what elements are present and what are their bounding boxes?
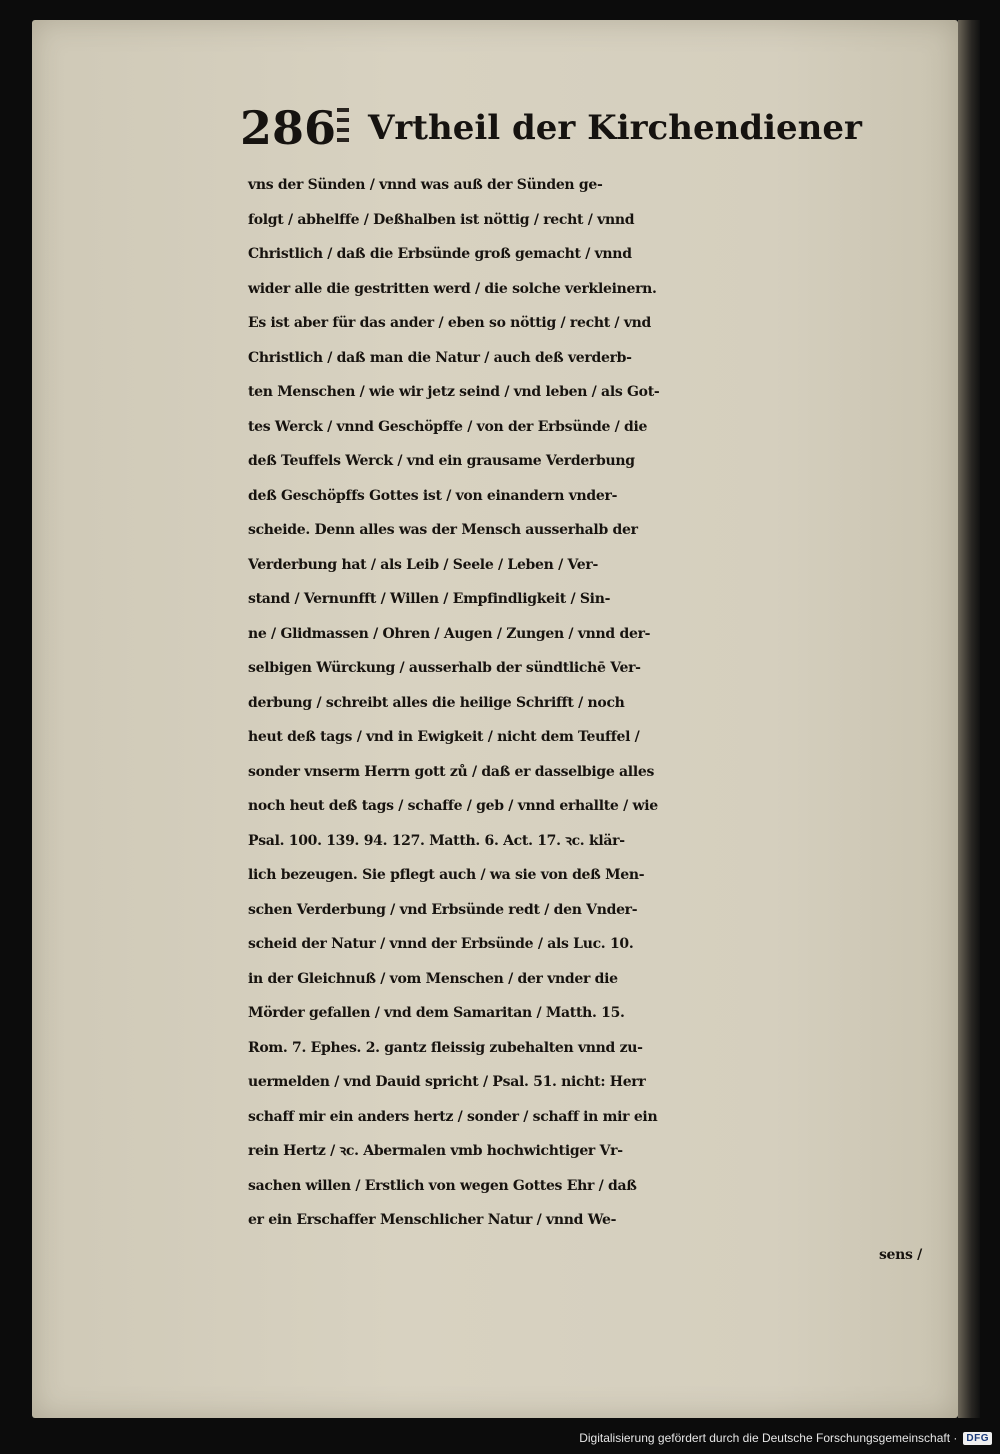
text-line: noch heut deß tags / schaffe / geb / vnnd erhallte / wie [248,798,658,814]
text-line: deß Teuffels Werck / vnd ein grausame Verderbung [248,453,635,469]
text-line: ne / Glidmassen / Ohren / Augen / Zungen / vnnd der- [248,625,651,642]
running-head: Vrtheil der Kirchendiener [368,108,862,148]
page-number: 286 [240,101,337,155]
text-line: schen Verderbung / vnd Erbsünde redt / den Vnder- [248,901,638,918]
text-line: Es ist aber für das ander / eben so nöttig / recht / vnd [248,315,652,331]
page-edge [958,20,980,1418]
text-line: sachen willen / Erstlich von wegen Gottes Ehr / daß [248,1177,637,1194]
text-line: scheide. Denn alles was der Mensch ausserhalb der [248,522,638,538]
footer [579,1428,992,1448]
text-line: schaff mir ein anders hertz / sonder / schaff in mir ein [248,1108,658,1125]
text-line: deß Geschöpffs Gottes ist / von einandern vnder- [248,487,618,504]
text-line: ten Menschen / wie wir jetz seind / vnd leben / als Got- [248,384,660,400]
text-line: folgt / abhelffe / Deßhalben ist nöttig / recht / vnnd [248,211,635,228]
funding-notice: Digitalisierung gefördert durch die Deutsche Forschungsgemeinschaft · [579,1431,958,1445]
text-line: wider alle die gestritten werd / die solche verkleinern. [248,280,657,297]
text-line: Mörder gefallen / vnd dem Samaritan / Matth. 15. [248,1005,625,1021]
catchword: sens / [878,1246,922,1263]
text-line: rein Hertz / ꝛc. Abermalen vmb hochwichtiger Vr- [248,1143,623,1159]
text-line: Christlich / daß man die Natur / auch deß verderb- [248,349,632,366]
text-line: heut deß tags / vnd in Ewigkeit / nicht dem Teuffel / [248,729,640,745]
text-line: er ein Erschaffer Menschlicher Natur / vnnd We- [248,1212,617,1228]
page-header [240,98,880,164]
ornament-mark [335,108,351,154]
text-line: selbigen Würckung / ausserhalb der sündtlichē Ver- [248,660,641,676]
text-line: derbung / schreibt alles die heilige Schrifft / noch [248,694,625,711]
text-line: tes Werck / vnnd Geschöpffe / von der Erbsünde / die [248,418,648,435]
text-line: vns der Sünden / vnnd was auß der Sünden ge- [248,177,603,193]
text-line: Christlich / daß die Erbsünde groß gemacht / vnnd [248,246,632,262]
text-line: Verderbung hat / als Leib / Seele / Leben / Ver- [248,556,598,573]
text-line: Psal. 100. 139. 94. 127. Matth. 6. Act. 17. ꝛc. klär- [248,832,625,849]
text-line: lich bezeugen. Sie pflegt auch / wa sie von deß Men- [248,867,645,883]
text-line: in der Gleichnuß / vom Menschen / der vnder die [248,970,618,987]
text-line: Rom. 7. Ephes. 2. gantz fleissig zubehalten vnnd zu- [248,1039,643,1056]
main-text [248,168,928,1272]
text-line: stand / Vernunfft / Willen / Empfindligkeit / Sin- [248,591,611,607]
text-line: uermelden / vnd Dauid spricht / Psal. 51. nicht: Herr [248,1074,646,1090]
dfg-logo: DFG [963,1432,992,1445]
text-line: sonder vnserm Herrn gott zů / daß er dasselbige alles [248,763,655,780]
text-line: scheid der Natur / vnnd der Erbsünde / als Luc. 10. [248,936,634,952]
